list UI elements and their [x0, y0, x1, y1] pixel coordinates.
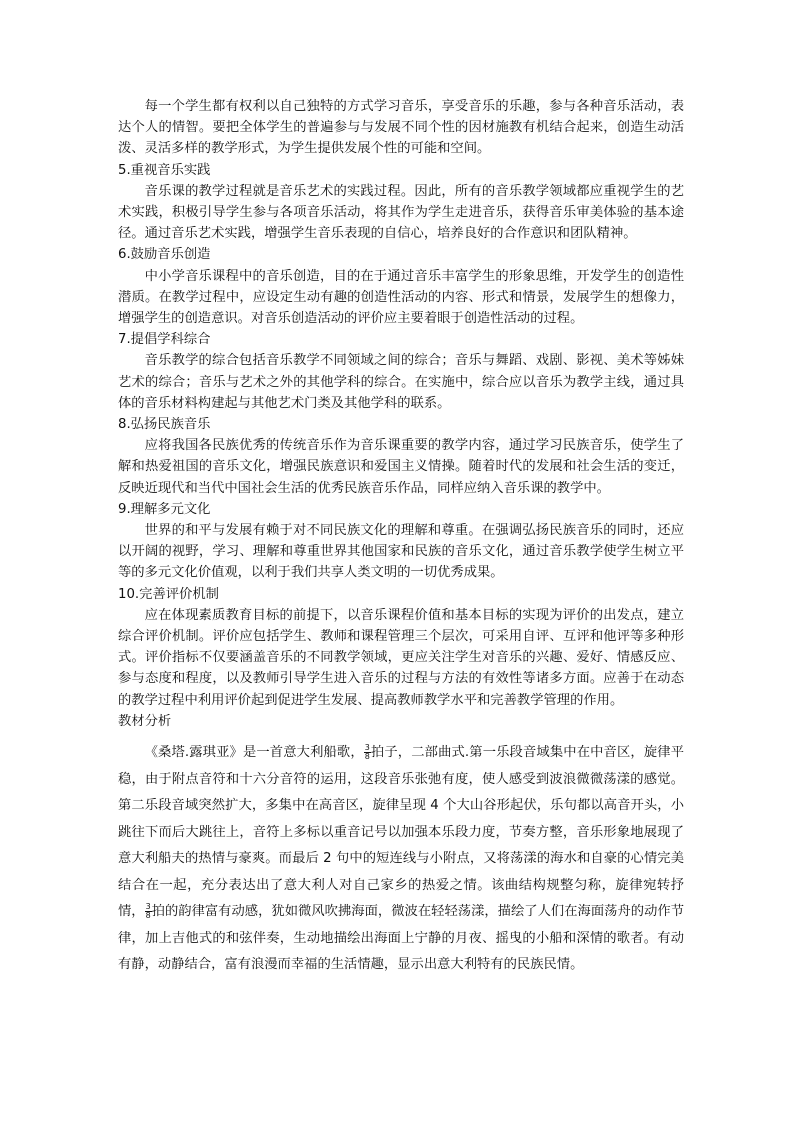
- section-body: 音乐教学的综合包括音乐教学不同领域之间的综合；音乐与舞蹈、戏剧、影视、美术等姊妹艺术的综合；音乐与艺术之外的其他学科的综合。在实施中，综合应以音乐为教学主线，通过具体的音乐材料构建起与其他艺术门类及其他学科的联系。: [118, 353, 684, 411]
- section-body: 世界的和平与发展有赖于对不同民族文化的理解和尊重。在强调弘扬民族音乐的同时，还应以开阔的视野，学习、理解和尊重世界其他国家和民族的音乐文化，通过音乐教学使学生树立平等的多元文化价值观，以利于我们共享人类文明的一切优秀成果。: [118, 523, 684, 581]
- analysis-text-start: 《桑塔.露琪亚》是一首意大利船歌，: [144, 745, 364, 761]
- section-10: [118, 584, 684, 711]
- section-body: 应将我国各民族优秀的传统音乐作为音乐课重要的教学内容，通过学习民族音乐，使学生了解和热爱祖国的音乐文化，增强民族意识和爱国主义情操。随着时代的发展和社会生活的变迁，反映近现代和当代中国社会生活的优秀民族音乐作品，同样应纳入音乐课的教学中。: [118, 438, 684, 496]
- time-signature-denominator: 8: [364, 751, 370, 761]
- intro-paragraph: 每一个学生都有权利以自己独特的方式学习音乐，享受音乐的乐趣，参与各种音乐活动，表达个人的情智。要把全体学生的普遍参与与发展不同个性的因材施教有机结合起来，创造生动活泼、灵活多样的教学形式，为学生提供发展个性的可能和空间。: [118, 99, 684, 157]
- time-signature-numerator: 3: [364, 742, 370, 752]
- time-signature-numerator: 3: [145, 901, 151, 911]
- section-6: [118, 244, 684, 329]
- analysis-section: [118, 711, 684, 979]
- section-9: [118, 499, 684, 584]
- section-8: [118, 414, 684, 499]
- analysis-heading: 教材分析: [118, 713, 172, 729]
- section-body: 音乐课的教学过程就是音乐艺术的实践过程。因此，所有的音乐教学领域都应重视学生的艺术实践，积极引导学生参与各项音乐活动，将其作为学生走进音乐，获得音乐审美体验的基本途径。通过音乐艺术实践，增强学生音乐表现的自信心，培养良好的合作意识和团队精神。: [118, 183, 684, 242]
- analysis-text-middle: 拍子，二部曲式.第一乐段音域集中在中音区，旋律平稳，由于附点音符和十六分音符的运用，这段音乐张弛有度，使人感受到波浪微微荡漾的感觉。第二乐段音域突然扩大，多集中在高音区，旋律呈现 4 个大山谷形起伏，乐句都以高音开头，小跳往下而后大跳往上，音符上多标以重音记号以加强本乐段力度，节奏方整，音乐形象地展现了意大利船夫的热情与豪爽。而最后 2 句中的短连线与小附点，又将荡漾的海水和自豪的心情完美结合在一起，充分表达出了意大利人对自己家乡的热爱之情。该曲结构规整匀称，旋律宛转抒情，: [118, 745, 684, 920]
- section-heading: 9.理解多元文化: [118, 501, 211, 517]
- section-heading: 5.重视音乐实践: [118, 162, 211, 178]
- time-signature: [145, 903, 152, 920]
- time-signature-denominator: 8: [145, 910, 151, 920]
- section-heading: 10.完善评价机制: [118, 586, 219, 602]
- section-heading: 8.弘扬民族音乐: [118, 417, 211, 433]
- analysis-paragraph: [118, 740, 684, 979]
- section-7: [118, 329, 684, 414]
- section-heading: 6.鼓励音乐创造: [118, 247, 211, 263]
- section-body: 应在体现素质教育目标的前提下，以音乐课程价值和基本目标的实现为评价的出发点，建立综合评价机制。评价应包括学生、教师和课程管理三个层次，可采用自评、互评和他评等多种形式。评价指标不仅要涵盖音乐的不同教学领域，更应关注学生对音乐的兴趣、爱好、情感反应、参与态度和程度，以及教师引导学生进入音乐的过程与方法的有效性等诸多方面。应善于在动态的教学过程中利用评价起到促进学生发展、提高教师教学水平和完善教学管理的作用。: [118, 607, 684, 708]
- document-page: [118, 96, 684, 979]
- section-5: [118, 160, 684, 245]
- section-heading: 7.提倡学科综合: [118, 332, 211, 348]
- analysis-text-end: 拍的韵律富有动感，犹如微风吹拂海面，微波在轻轻荡漾，描绘了人们在海面荡舟的动作节律，加上吉他式的和弦伴奏，生动地描绘出海面上宁静的月夜、摇曳的小船和深情的歌者。有动有静，动静结合，富有浪漫而幸福的生活情趣，显示出意大利特有的民族民情。: [118, 904, 685, 973]
- section-body: 中小学音乐课程中的音乐创造，目的在于通过音乐丰富学生的形象思维，开发学生的创造性潜质。在教学过程中，应设定生动有趣的创造性活动的内容、形式和情景，发展学生的想像力，增强学生的创造意识。对音乐创造活动的评价应主要着眼于创造性活动的过程。: [118, 268, 684, 327]
- time-signature: [364, 744, 371, 761]
